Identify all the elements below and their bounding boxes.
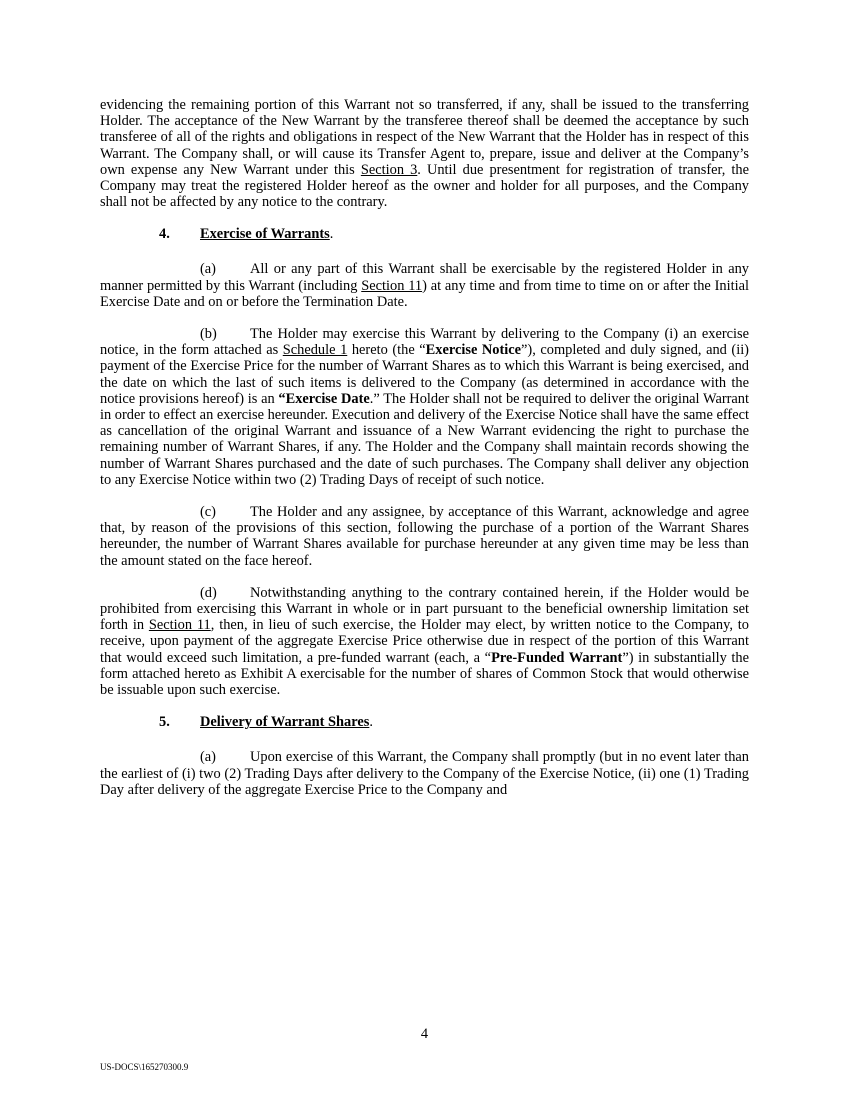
paragraph-5a: (a) Upon exercise of this Warrant, the Company shall promptly (but in no event later than the earliest of (i) two (2) Trading Days after delivery to the Company of the Exercise Notice, (ii) one (1) Trading Day after delivery of the aggregate Exercise Price to the Company and	[100, 749, 749, 798]
schedule-1-reference[interactable]: Schedule 1	[282, 342, 348, 359]
paragraph-4d: (d) Notwithstanding anything to the contrary contained herein, if the Holder would be prohibited from exercising this Warrant in whole or in part pursuant to the beneficial ownership limitation set forth in Section 11, then, in lieu of such exercise, the Holder may elect, by written notice to the Company, to receive, upon payment of the aggregate Exercise Price otherwise due in respect of the portion of this Warrant that would exceed such limitation, a pre-funded warrant (each, a “Pre-Funded Warrant”) in substantially the form attached hereto as Exhibit A exercisable for the number of shares of Common Stock that would otherwise be issuable upon such exercise.	[100, 584, 750, 699]
section-title: Exercise of Warrants	[200, 226, 330, 243]
defined-term: Pre-Funded Warrant	[491, 649, 623, 666]
section-5-heading: 5. Delivery of Warrant Shares.	[159, 714, 373, 731]
clause-label: (d)	[200, 584, 217, 601]
clause-label: (a)	[200, 749, 216, 766]
section-title: Delivery of Warrant Shares	[200, 714, 370, 731]
section-number: 4.	[159, 226, 170, 243]
defined-term: Exercise Notice	[425, 342, 522, 359]
clause-label: (a)	[200, 261, 216, 278]
paragraph-continued: evidencing the remaining portion of this Warrant not so transferred, if any, shall be issued to the transferring Holder. The acceptance of the New Warrant by the transferee thereof shall be deemed the acceptance by such transferee of all of the rights and obligations in respect of the New Warrant that the Holder has in respect of this Warrant. The Company shall, or will cause its Transfer Agent to, prepare, issue and deliver at the Company’s own expense any New Warrant under this Section 3. Until due presentment for registration of transfer, the Company may treat the registered Holder hereof as the owner and holder for all purposes, and the Company shall not be affected by any notice to the contrary.	[100, 97, 749, 211]
section-11-reference[interactable]: Section 11	[148, 617, 211, 634]
section-3-reference[interactable]: Section 3	[360, 161, 418, 178]
document-page	[100, 97, 749, 798]
document-id: US-DOCS\165270300.9	[100, 1062, 189, 1072]
defined-term: “Exercise Date	[278, 390, 370, 407]
clause-label: (c)	[200, 504, 216, 521]
section-4-heading: 4. Exercise of Warrants.	[159, 226, 334, 243]
page-number: 4	[420, 1026, 429, 1042]
clause-label: (b)	[200, 326, 217, 343]
paragraph-4a: (a) All or any part of this Warrant shall be exercisable by the registered Holder in any manner permitted by this Warrant (including Section 11) at any time and from time to time on or after the Initial Exercise Date and on or before the Termination Date.	[100, 261, 750, 310]
section-11-reference[interactable]: Section 11	[361, 277, 423, 294]
section-number: 5.	[159, 714, 170, 731]
paragraph-4c: (c) The Holder and any assignee, by acceptance of this Warrant, acknowledge and agree that, by reason of the provisions of this section, following the purchase of a portion of the Warrant Shares hereunder, the number of Warrant Shares available for purchase hereunder at any given time may be less than the amount stated on the face hereof.	[100, 504, 749, 569]
paragraph-4b: (b) The Holder may exercise this Warrant by delivering to the Company (i) an exercise notice, in the form attached as Schedule 1 hereto (the “Exercise Notice”), completed and duly signed, and (ii) payment of the Exercise Price for the number of Warrant Shares as to which this Warrant is being exercised, and the date on which the last of such items is delivered to the Company (as determined in accordance with the notice provisions hereof) is an “Exercise Date.” The Holder shall not be required to deliver the original Warrant in order to effect an exercise hereunder. Execution and delivery of the Exercise Notice shall have the same effect as cancellation of the original Warrant and issuance of a New Warrant evidencing the right to purchase the remaining number of Warrant Shares, if any. The Holder and the Company shall maintain records showing the number of Warrant Shares purchased and the date of such purchases. The Company shall deliver any objection to any Exercise Notice within two (2) Trading Days of receipt of such notice.	[100, 326, 749, 488]
